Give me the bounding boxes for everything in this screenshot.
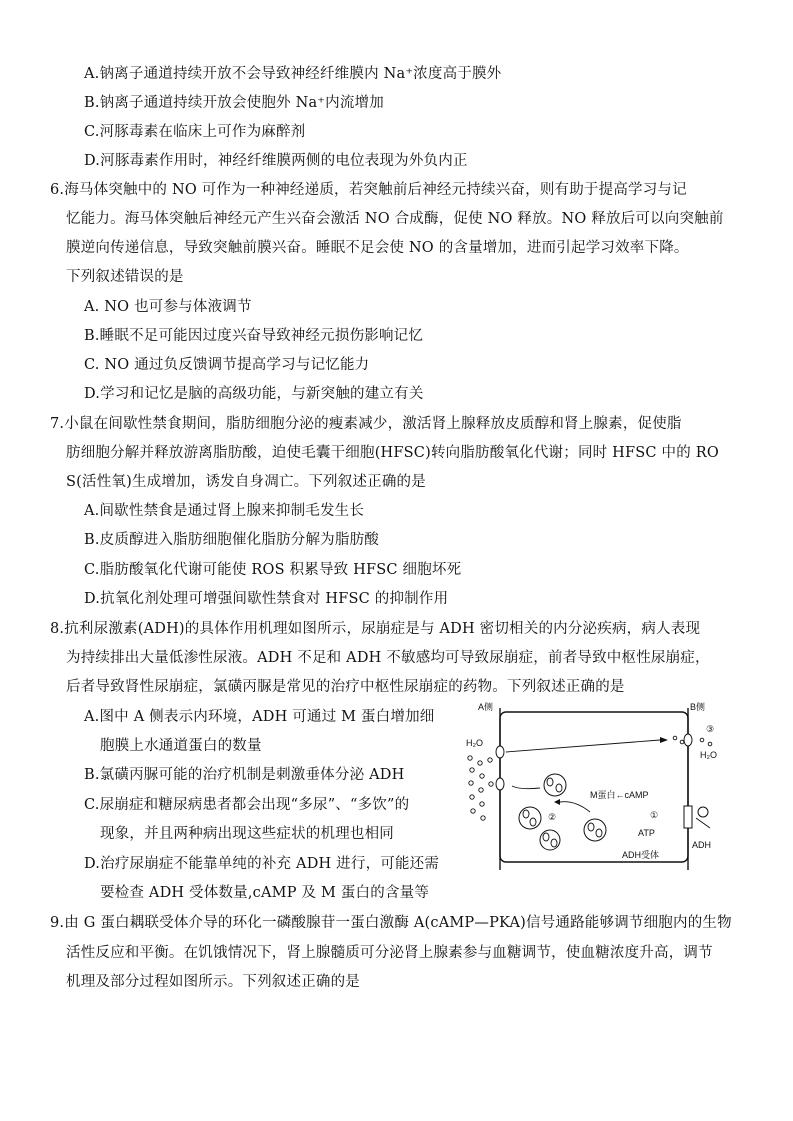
q9-stem-line-2: 活性反应和平衡。在饥饿情况下，肾上腺髓质可分泌肾上腺素参与血糖调节，使血糖浓度升高，调节 xyxy=(66,945,713,961)
q8-option-c-cont: 现象，并且两种病出现这些症状的机理也相同 xyxy=(100,826,394,842)
h2o-right-label: H₂O xyxy=(700,750,717,760)
q9-stem-line-3: 机理及部分过程如图所示。下列叙述正确的是 xyxy=(66,974,360,990)
q7-stem-line-3: S(活性氧)生成增加，诱发自身凋亡。下列叙述正确的是 xyxy=(66,474,426,490)
b-side-label: B侧 xyxy=(690,702,706,712)
q8-stem-line-3: 后者导致肾性尿崩症，氯磺丙脲是常见的治疗中枢性尿崩症的药物。下列叙述正确的是 xyxy=(66,679,625,695)
q8-stem-line-1: 8.抗利尿激素(ADH)的具体作用机理如图所示，尿崩症是与 ADH 密切相关的内分泌疾病，病人表现 xyxy=(50,621,701,637)
q7-option-d: D.抗氧化剂处理可增强间歇性禁食对 HFSC 的抑制作用 xyxy=(84,591,449,607)
adh-binding-arrow xyxy=(696,818,710,828)
q8-option-c: C.尿崩症和糖尿病患者都会出现“多尿”、“多饮”的 xyxy=(84,797,410,813)
q7-stem-line-1: 7.小鼠在间歇性禁食期间，脂肪细胞分泌的瘦素减少，激活肾上腺释放皮质醇和肾上腺素，促使脂 xyxy=(50,416,682,432)
water-molecules-right xyxy=(673,736,712,746)
q8-option-a-cont: 胞膜上水通道蛋白的数量 xyxy=(100,738,262,754)
q6-option-c: C. NO 通过负反馈调节提高学习与记忆能力 xyxy=(84,357,370,373)
q7-option-a: A.间歇性禁食是通过肾上腺来抑制毛发生长 xyxy=(84,503,365,519)
a-side-label: A侧 xyxy=(478,702,494,712)
q6-option-d: D.学习和记忆是脑的高级功能，与新突触的建立有关 xyxy=(84,386,424,402)
kidney-cell-outline xyxy=(500,712,688,862)
water-molecules-left xyxy=(468,756,493,820)
water-flow-arrowhead xyxy=(660,737,668,743)
vesicles xyxy=(519,774,606,850)
q7-option-c: C.脂肪酸氧化代谢可能使 ROS 积累导致 HFSC 细胞坏死 xyxy=(84,562,462,578)
q5-option-a: A.钠离子通道持续开放不会导致神经纤维膜内 Na⁺浓度高于膜外 xyxy=(84,66,502,82)
q6-stem-line-4: 下列叙述错误的是 xyxy=(66,269,184,285)
q8-option-b: B.氯磺丙脲可能的治疗机制是刺激垂体分泌 ADH xyxy=(84,767,405,783)
q7-option-b: B.皮质醇进入脂肪细胞催化脂肪分解为脂肪酸 xyxy=(84,532,379,548)
step-1-label: ① xyxy=(650,810,659,820)
step-2-label: ② xyxy=(548,812,557,822)
q6-option-a: A. NO 也可参与体液调节 xyxy=(84,299,252,315)
water-flow-arrow xyxy=(506,740,660,752)
vesicle-fusion-arrow xyxy=(512,786,540,789)
adh-receptor-shape xyxy=(684,806,692,828)
q6-stem-line-3: 膜逆向传递信息，导致突触前膜兴奋。睡眠不足会使 NO 的含量增加，进而引起学习效率下降。 xyxy=(66,240,689,256)
m-protein-arrow xyxy=(560,802,590,812)
q9-stem-line-1: 9.由 G 蛋白耦联受体介导的环化一磷酸腺苷一蛋白激酶 A(cAMP—PKA)信号通路能够调节细胞内的生物 xyxy=(50,915,732,931)
q5-option-c: C.河豚毒素在临床上可作为麻醉剂 xyxy=(84,124,306,140)
adh-label: ADH xyxy=(692,840,712,850)
q6-option-b: B.睡眠不足可能因过度兴奋导致神经元损伤影响记忆 xyxy=(84,328,424,344)
q5-option-b: B.钠离子通道持续开放会使胞外 Na⁺内流增加 xyxy=(84,95,384,111)
q6-stem-line-1: 6.海马体突触中的 NO 可作为一种神经递质，若突触前后神经元持续兴奋，则有助于提高学习与记 xyxy=(50,182,687,198)
q8-option-d: D.治疗尿崩症不能靠单纯的补充 ADH 进行，可能还需 xyxy=(84,856,440,872)
adh-receptor-label: ADH受体 xyxy=(622,850,660,860)
atp-label: ATP xyxy=(638,828,655,838)
q7-stem-line-2: 肪细胞分解并释放游离脂肪酸，迫使毛囊干细胞(HFSC)转向脂肪酸氧化代谢；同时 HFSC 中的 RO xyxy=(66,445,719,461)
q8-stem-line-2: 为持续排出大量低渗性尿液。ADH 不足和 ADH 不敏感均可导致尿崩症，前者导致中枢性尿崩症， xyxy=(66,650,710,666)
q8-option-d-cont: 要检查 ADH 受体数量,cAMP 及 M 蛋白的含量等 xyxy=(100,885,430,901)
adh-molecule xyxy=(698,807,708,817)
q8-option-a: A.图中 A 侧表示内环境，ADH 可通过 M 蛋白增加细 xyxy=(84,709,435,725)
h2o-left-label: H₂O xyxy=(466,738,483,748)
aquaporin-right xyxy=(684,734,692,746)
m-protein-label: M蛋白←cAMP xyxy=(590,790,649,800)
m-protein-arrowhead xyxy=(554,799,560,805)
q5-option-d: D.河豚毒素作用时，神经纤维膜两侧的电位表现为外负内正 xyxy=(84,153,468,169)
step-3-label: ③ xyxy=(706,724,715,734)
adh-mechanism-diagram xyxy=(460,700,730,875)
q6-stem-line-2: 忆能力。海马体突触后神经元产生兴奋会激活 NO 合成酶，促使 NO 释放。NO 释放后可以向突触前 xyxy=(66,211,724,227)
